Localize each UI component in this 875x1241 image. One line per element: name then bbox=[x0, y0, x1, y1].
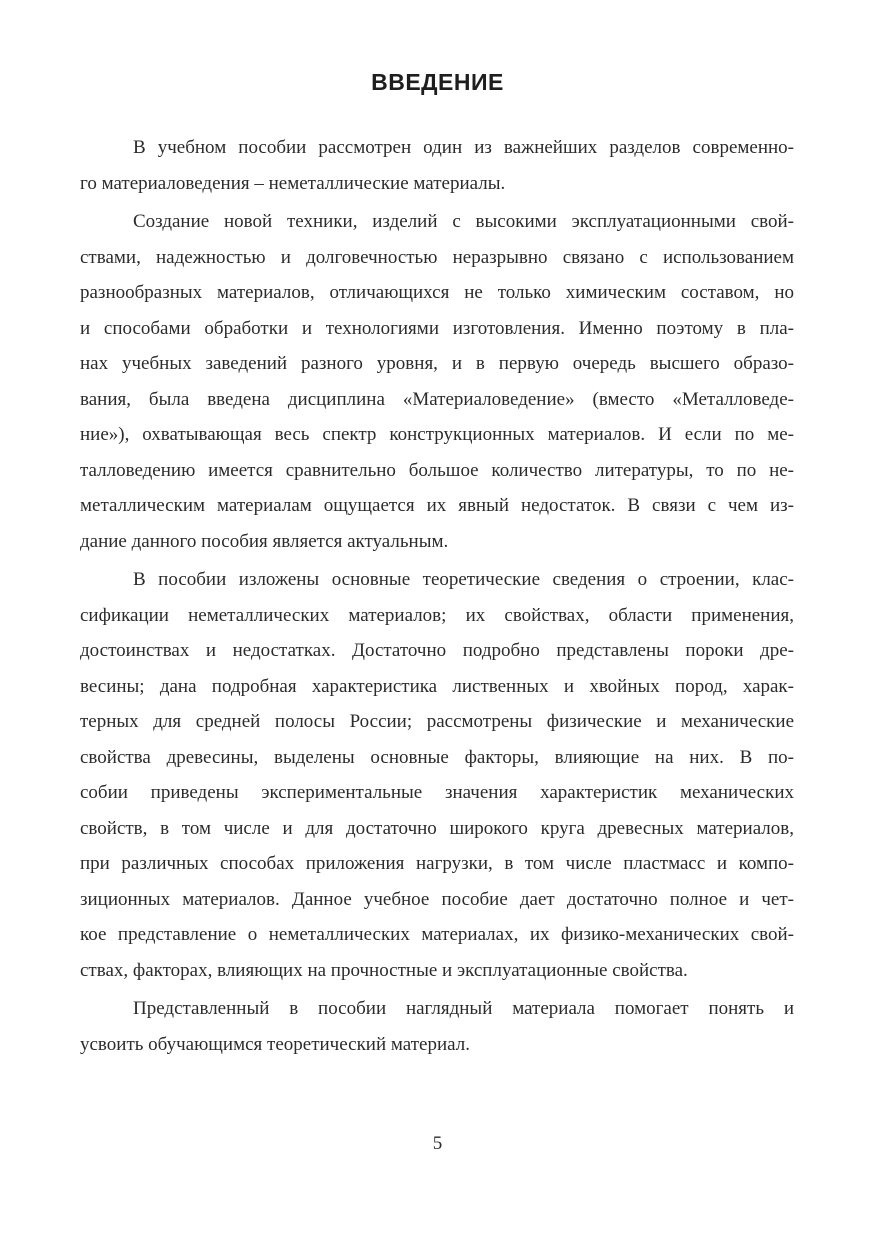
paragraph-line: достоинствах и недостатках. Достаточно подробно представлены пороки дре- bbox=[80, 640, 794, 661]
paragraph-1 bbox=[80, 130, 794, 201]
paragraph-line: кое представление о неметаллических материалах, их физико-механических свой- bbox=[80, 924, 794, 945]
paragraph-line: весины; дана подробная характеристика лиственных и хвойных пород, харак- bbox=[80, 675, 794, 697]
paragraph-line: го материаловедения – неметаллические материалы. bbox=[80, 172, 506, 194]
paragraph-line: Создание новой техники, изделий с высокими эксплуатационными свой- bbox=[133, 211, 794, 232]
paragraph-line: сификации неметаллических материалов; их свойствах, области применения, bbox=[80, 604, 794, 626]
paragraph-line: Представленный в пособии наглядный материала помогает понять и bbox=[133, 998, 794, 1019]
paragraph-line: нах учебных заведений разного уровня, и в первую очередь высшего образо- bbox=[80, 353, 794, 374]
paragraph-line: вания, была введена дисциплина «Материаловедение» (вместо «Металловеде- bbox=[80, 388, 794, 410]
paragraph-line: ствах, факторах, влияющих на прочностные и эксплуатационные свойства. bbox=[80, 959, 688, 981]
page-title: ВВЕДЕНИЕ bbox=[371, 69, 504, 95]
paragraph-line: В пособии изложены основные теоретические сведения о строении, клас- bbox=[133, 569, 794, 590]
paragraph-line: свойств, в том числе и для достаточно широкого круга древесных материалов, bbox=[80, 817, 794, 839]
paragraph-4 bbox=[80, 991, 794, 1062]
page-number: 5 bbox=[432, 1133, 443, 1154]
paragraph-line: и способами обработки и технологиями изготовления. Именно поэтому в пла- bbox=[80, 317, 794, 339]
paragraph-3 bbox=[80, 562, 794, 988]
paragraph-line: зиционных материалов. Данное учебное пособие дает достаточно полное и чет- bbox=[80, 888, 794, 910]
paragraph-line: талловедению имеется сравнительно большое количество литературы, то по не- bbox=[80, 459, 794, 481]
paragraph-line: разнообразных материалов, отличающихся не только химическим составом, но bbox=[80, 282, 794, 303]
paragraph-line: при различных способах приложения нагрузки, в том числе пластмасс и компо- bbox=[80, 853, 794, 874]
paragraph-line: ние»), охватывающая весь спектр конструкционных материалов. И если по ме- bbox=[80, 424, 794, 445]
paragraph-line: свойства древесины, выделены основные факторы, влияющие на них. В по- bbox=[80, 746, 794, 768]
paragraph-line: терных для средней полосы России; рассмотрены физические и механические bbox=[80, 711, 794, 732]
document-body bbox=[80, 130, 794, 1065]
paragraph-2 bbox=[80, 204, 794, 559]
paragraph-line: усвоить обучающимся теоретический материал. bbox=[80, 1033, 470, 1055]
paragraph-line: В учебном пособии рассмотрен один из важнейших разделов современно- bbox=[133, 137, 794, 158]
paragraph-line: дание данного пособия является актуальным. bbox=[80, 530, 449, 552]
paragraph-line: собии приведены экспериментальные значения характеристик механических bbox=[80, 782, 794, 803]
paragraph-line: металлическим материалам ощущается их явный недостаток. В связи с чем из- bbox=[80, 495, 794, 516]
paragraph-line: ствами, надежностью и долговечностью неразрывно связано с использованием bbox=[80, 246, 794, 268]
